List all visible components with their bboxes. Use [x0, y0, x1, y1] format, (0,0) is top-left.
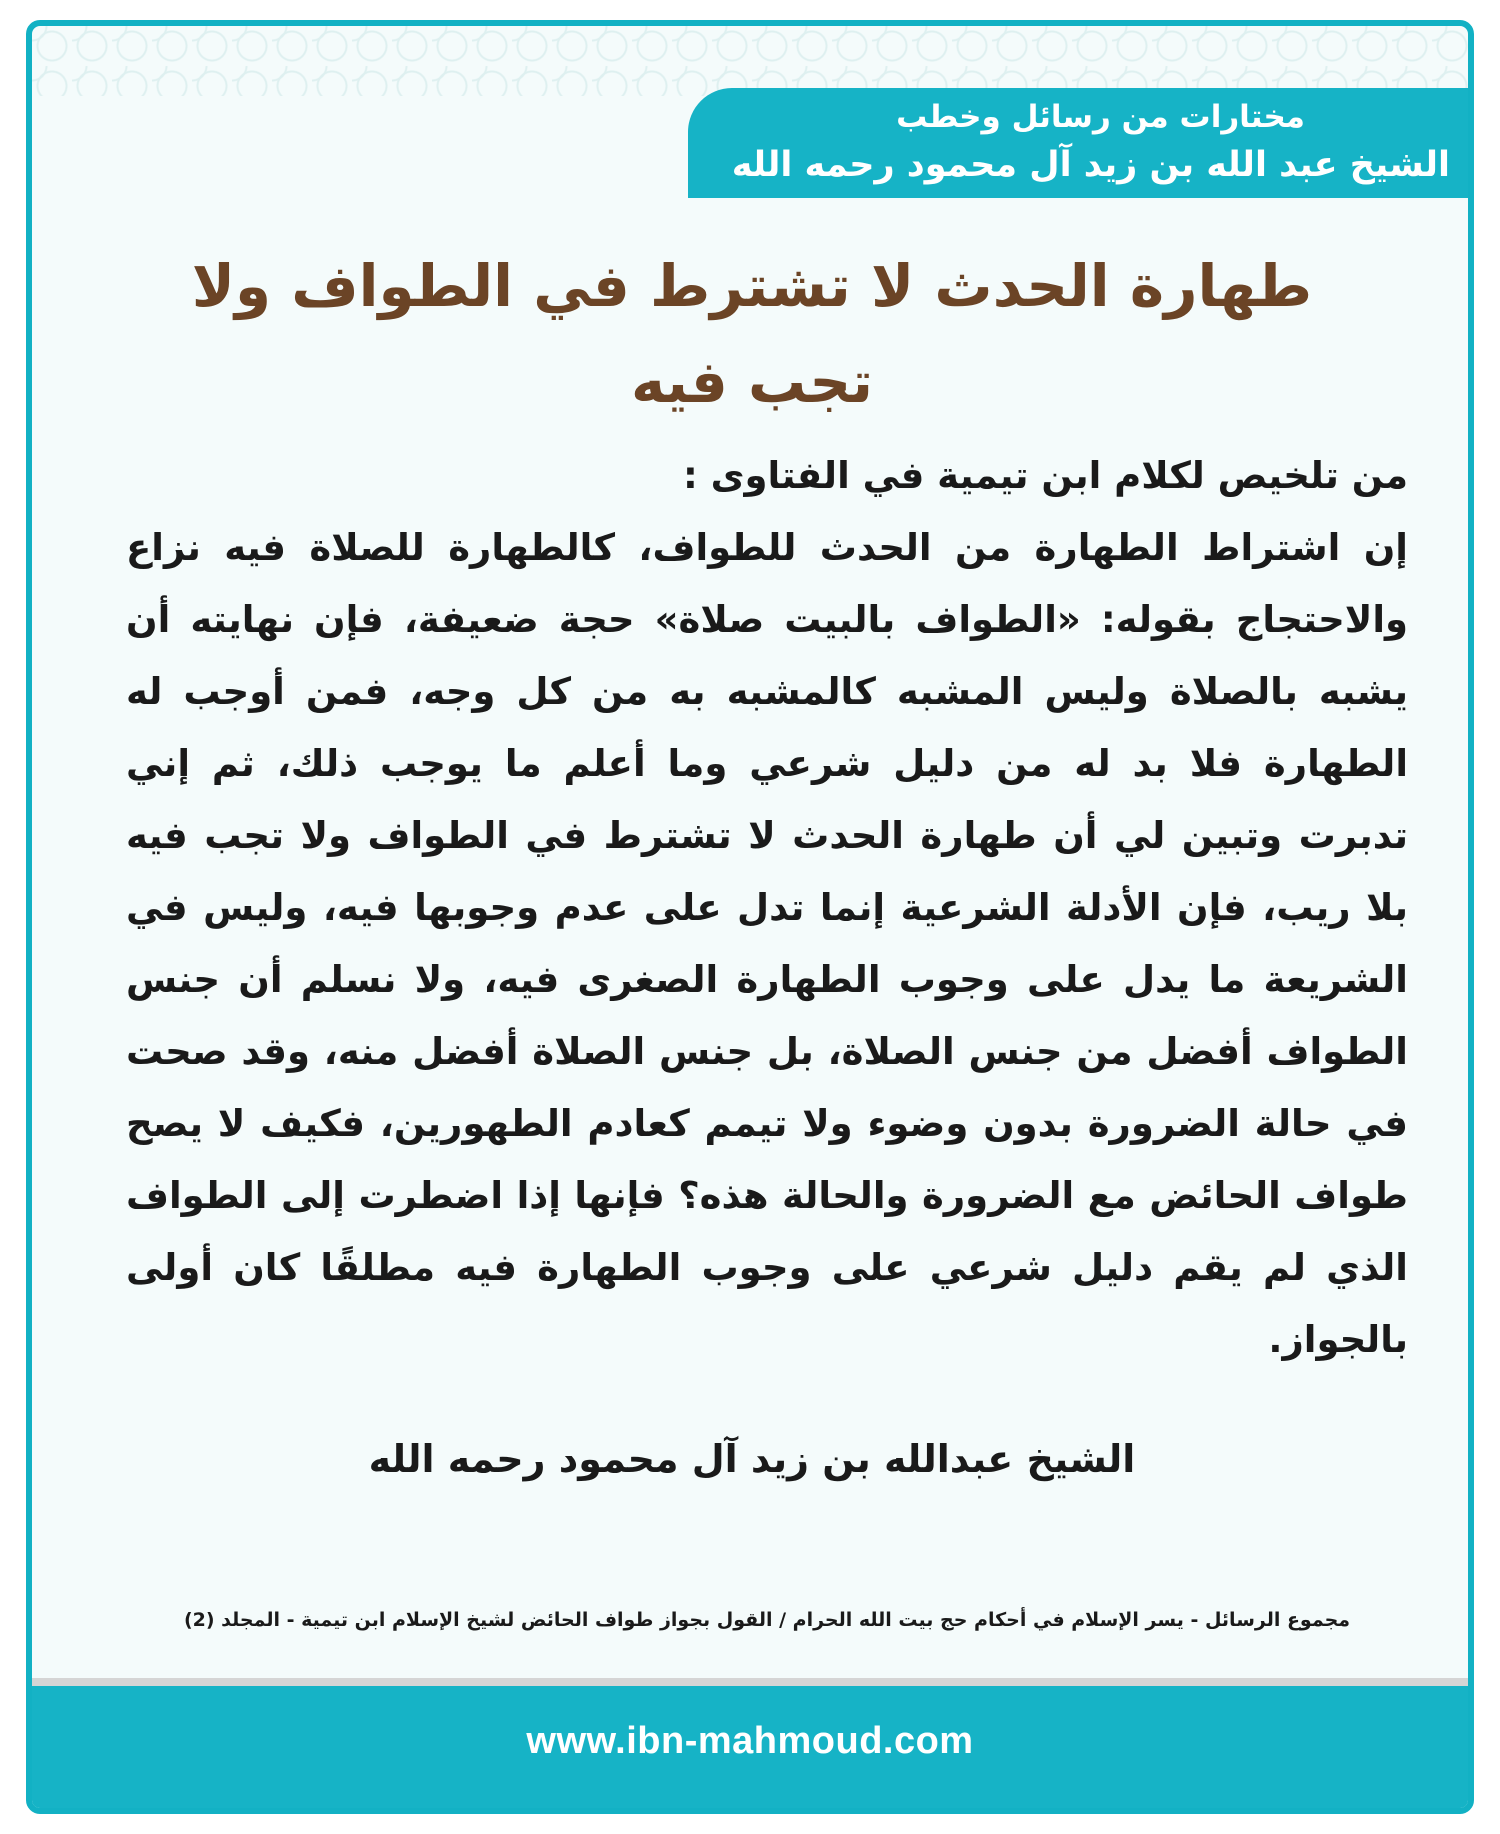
- header-series-title: مختارات من رسائل وخطب: [896, 99, 1305, 135]
- decorative-pattern: [32, 26, 1468, 96]
- author-signature: الشيخ عبدالله بن زيد آل محمود رحمه الله: [368, 1437, 1136, 1481]
- website-link[interactable]: www.ibn-mahmoud.com: [526, 1719, 974, 1762]
- footer-band: [32, 1686, 1468, 1814]
- header-author: الشيخ عبد الله بن زيد آل محمود رحمه الله: [731, 145, 1450, 185]
- footer-divider: [32, 1678, 1468, 1686]
- page-frame: [26, 20, 1474, 1814]
- source-citation: مجموع الرسائل - يسر الإسلام في أحكام حج بيت الله الحرام / القول بجواز طواف الحائض لشيخ الإسلام ابن تيمية - المجلد (2): [183, 1609, 1351, 1631]
- article-title: طهارة الحدث لا تشترط في الطواف ولا تجب فيه: [191, 252, 1313, 416]
- body-text: إن اشتراط الطهارة من الحدث للطواف، كالطهارة للصلاة فيه نزاع والاحتجاج بقوله: «الطواف بالبيت صلاة» حجة ضعيفة، فإن نهايته أن يشبه بالصلاة وليس المشبه كالمشبه به من كل وجه، فمن أوجب له الطهارة فلا بد له من دليل شرعي وما أعلم ما يوجب ذلك، ثم إني تدبرت وتبين لي أن طهارة الحدث لا تشترط في الطواف ولا تجب فيه بلا ريب، فإن الأدلة الشرعية إنما تدل على عدم وجوبها فيه، وليس في الشريعة ما يدل على وجوب الطهارة الصغرى فيه، ولا نسلم أن جنس الطواف أفضل من جنس الصلاة، بل جنس الصلاة أفضل منه، وقد صحت في حالة الضرورة بدون وضوء ولا تيمم كعادم الطهورين، فكيف لا يصح طواف الحائض مع الضرورة والحالة هذه؟ فإنها إذا اضطرت إلى الطواف الذي لم يقم دليل شرعي على وجوب الطهارة فيه مطلقًا كان أولى بالجواز.: [126, 526, 1408, 1361]
- article-body: [126, 440, 1408, 1376]
- body-intro: من تلخيص لكلام ابن تيمية في الفتاوى :: [682, 454, 1408, 497]
- header-band: [688, 88, 1468, 198]
